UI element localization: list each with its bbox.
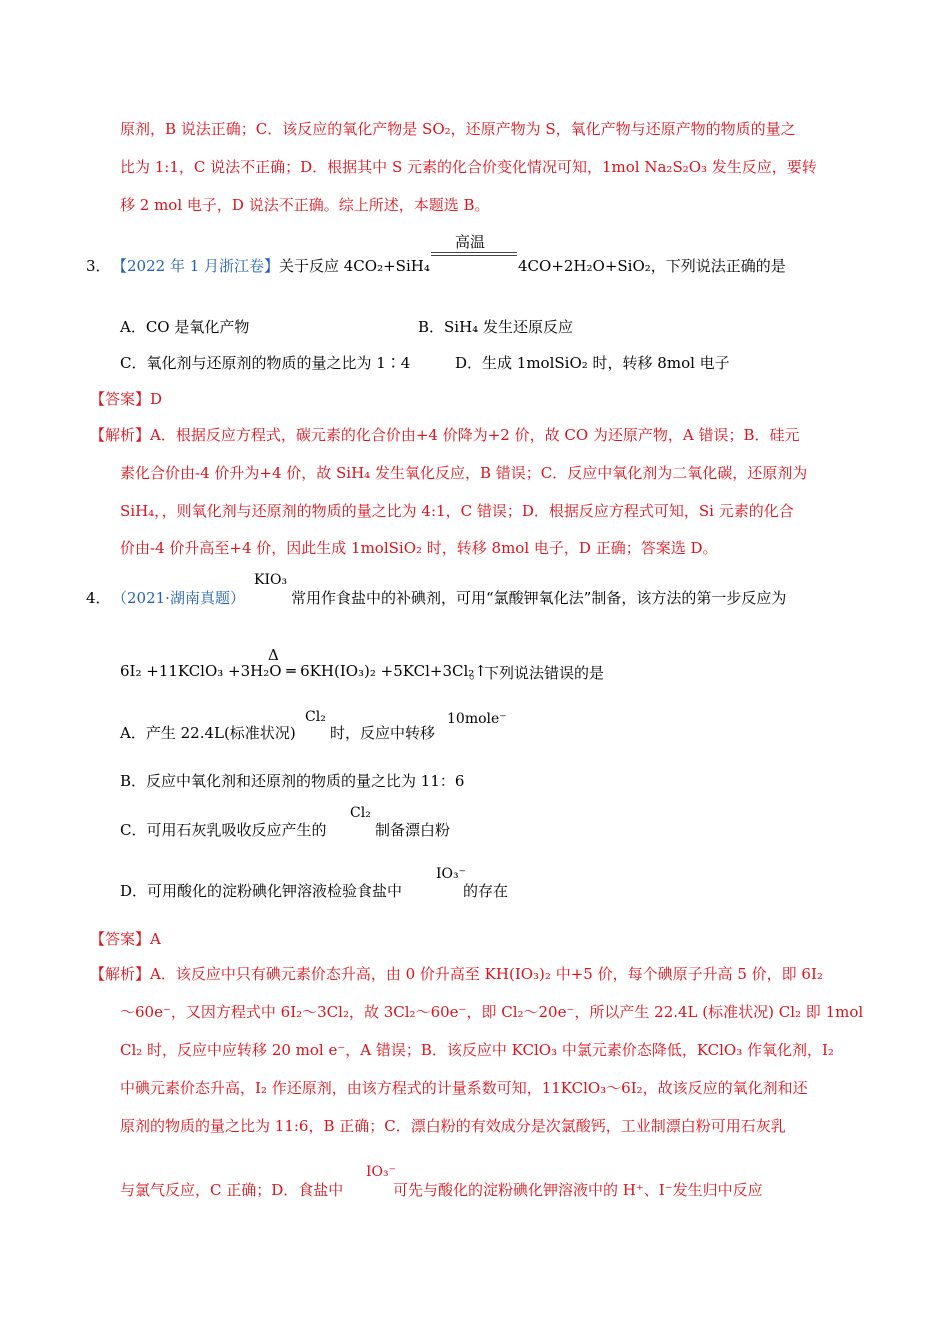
q3-explain-line-3: SiH₄，，则氧化剂与还原剂的物质的量之比为 4:1，C 错误；D．根据反应方程式可知，Si 元素的化合 xyxy=(120,502,794,520)
q4-option-d-post: 的存在 xyxy=(463,882,509,900)
q4-explain-label: 【解析】 xyxy=(90,965,151,983)
q4-source: （2021·湖南真题） xyxy=(112,589,245,607)
q3-condition: 高温 xyxy=(455,233,486,251)
q3-option-c: C．氧化剂与还原剂的物质的量之比为 1∶4 xyxy=(120,354,411,372)
q4-explain-line-5: 原剂的物质的量之比为 11:6，B 正确；C．漂白粉的有效成分是次氯酸钙，工业制漂白粉可用石灰乳 xyxy=(120,1117,786,1135)
q3-source: 【2022 年 1 月浙江卷】 xyxy=(112,257,280,275)
q3-explain-line-1: A．根据反应方程式，碳元素的化合价由+4 价降为+2 价，故 CO 为还原产物，A 错误；B．硅元 xyxy=(150,426,800,444)
q3-stem-post: 4CO+2H₂O+SiO₂，下列说法正确的是 xyxy=(518,257,786,275)
q4-option-c-post: 制备漂白粉 xyxy=(375,821,451,839)
q3-explain-line-4: 价由-4 价升高至+4 价，因此生成 1molSiO₂ 时，转移 8mol 电子，D 正确；答案选 D。 xyxy=(120,539,718,557)
q3-option-d: D．生成 1molSiO₂ 时，转移 8mol 电子 xyxy=(455,354,730,372)
q3-explain-label: 【解析】 xyxy=(90,426,151,444)
q3-number: 3． xyxy=(86,257,111,275)
q3-stem-pre: 关于反应 4CO₂+SiH₄ xyxy=(279,257,430,275)
prev-explanation-line-2: 比为 1:1，C 说法不正确；D．根据其中 S 元素的化合价变化情况可知，1mol Na₂S₂O₃ 发生反应，要转 xyxy=(120,158,817,176)
q4-explain-line-2: ～60e⁻，又因方程式中 6I₂～3Cl₂，故 3Cl₂～60e⁻，即 Cl₂～20e⁻，所以产生 22.4L (标准状况) Cl₂ 即 1mol xyxy=(120,1003,864,1021)
q4-delta-symbol: Δ xyxy=(268,646,279,664)
q4-equation-tail: 。下列说法错误的是 xyxy=(469,664,605,682)
q4-option-d-io3: IO₃⁻ xyxy=(436,866,467,882)
q4-number: 4． xyxy=(86,589,111,607)
q4-option-b: B．反应中氧化剂和还原剂的物质的量之比为 11：6 xyxy=(120,772,465,790)
q4-explain-line-6-pre: 与氯气反应，C 正确；D．食盐中 xyxy=(120,1181,344,1199)
prev-explanation-line-1: 原剂，B 说法正确；C．该反应的氧化产物是 SO₂，还原产物为 S，氧化产物与还原产物的物质的量之 xyxy=(120,120,796,138)
q4-option-a-electrons: 10mole⁻ xyxy=(447,711,507,727)
q4-kio3-formula: KIO₃ xyxy=(254,572,288,588)
q4-stem: 常用作食盐中的补碘剂，可用“氯酸钾氧化法”制备，该方法的第一步反应为 xyxy=(291,589,787,607)
q4-option-a-pre: A．产生 22.4L(标准状况) xyxy=(120,724,296,742)
prev-explanation-line-3: 移 2 mol 电子，D 说法不正确。综上所述，本题选 B。 xyxy=(120,196,490,214)
q4-explain-line-6-post: 可先与酸化的淀粉碘化钾溶液中的 H⁺、I⁻发生归中反应 xyxy=(393,1181,763,1199)
q4-answer: 【答案】A xyxy=(90,930,161,948)
q4-explain-io3: IO₃⁻ xyxy=(366,1164,397,1180)
q4-explain-line-4: 中碘元素价态升高，I₂ 作还原剂，由该方程式的计量系数可知，11KClO₃～6I₂，故该反应的氧化剂和还 xyxy=(120,1079,808,1097)
q3-answer: 【答案】D xyxy=(90,390,163,408)
q4-option-d-pre: D．可用酸化的淀粉碘化钾溶液检验食盐中 xyxy=(120,882,403,900)
q4-option-a-cl2: Cl₂ xyxy=(305,709,326,725)
q4-option-c-cl2: Cl₂ xyxy=(350,805,371,821)
q3-option-b: B．SiH₄ 发生还原反应 xyxy=(418,318,573,336)
q3-reaction-arrow xyxy=(431,252,517,256)
q4-option-a-mid: 时，反应中转移 xyxy=(330,724,436,742)
q4-equation: 6I₂ +11KClO₃ +3H₂O ═ 6KH(IO₃)₂ +5KCl+3Cl₂↑ xyxy=(120,662,487,680)
q3-explain-line-2: 素化合价由-4 价升为+4 价，故 SiH₄ 发生氧化反应，B 错误；C．反应中氧化剂为二氧化碳，还原剂为 xyxy=(120,464,808,482)
q4-explain-line-1: A．该反应中只有碘元素价态升高，由 0 价升高至 KH(IO₃)₂ 中+5 价，每个碘原子升高 5 价，即 6I₂ xyxy=(150,965,823,983)
q4-explain-line-3: Cl₂ 时，反应中应转移 20 mol e⁻，A 错误；B．该反应中 KClO₃ 中氯元素价态降低，KClO₃ 作氧化剂，I₂ xyxy=(120,1041,834,1059)
q4-option-c-pre: C．可用石灰乳吸收反应产生的 xyxy=(120,821,327,839)
q3-option-a: A．CO 是氧化产物 xyxy=(120,318,250,336)
